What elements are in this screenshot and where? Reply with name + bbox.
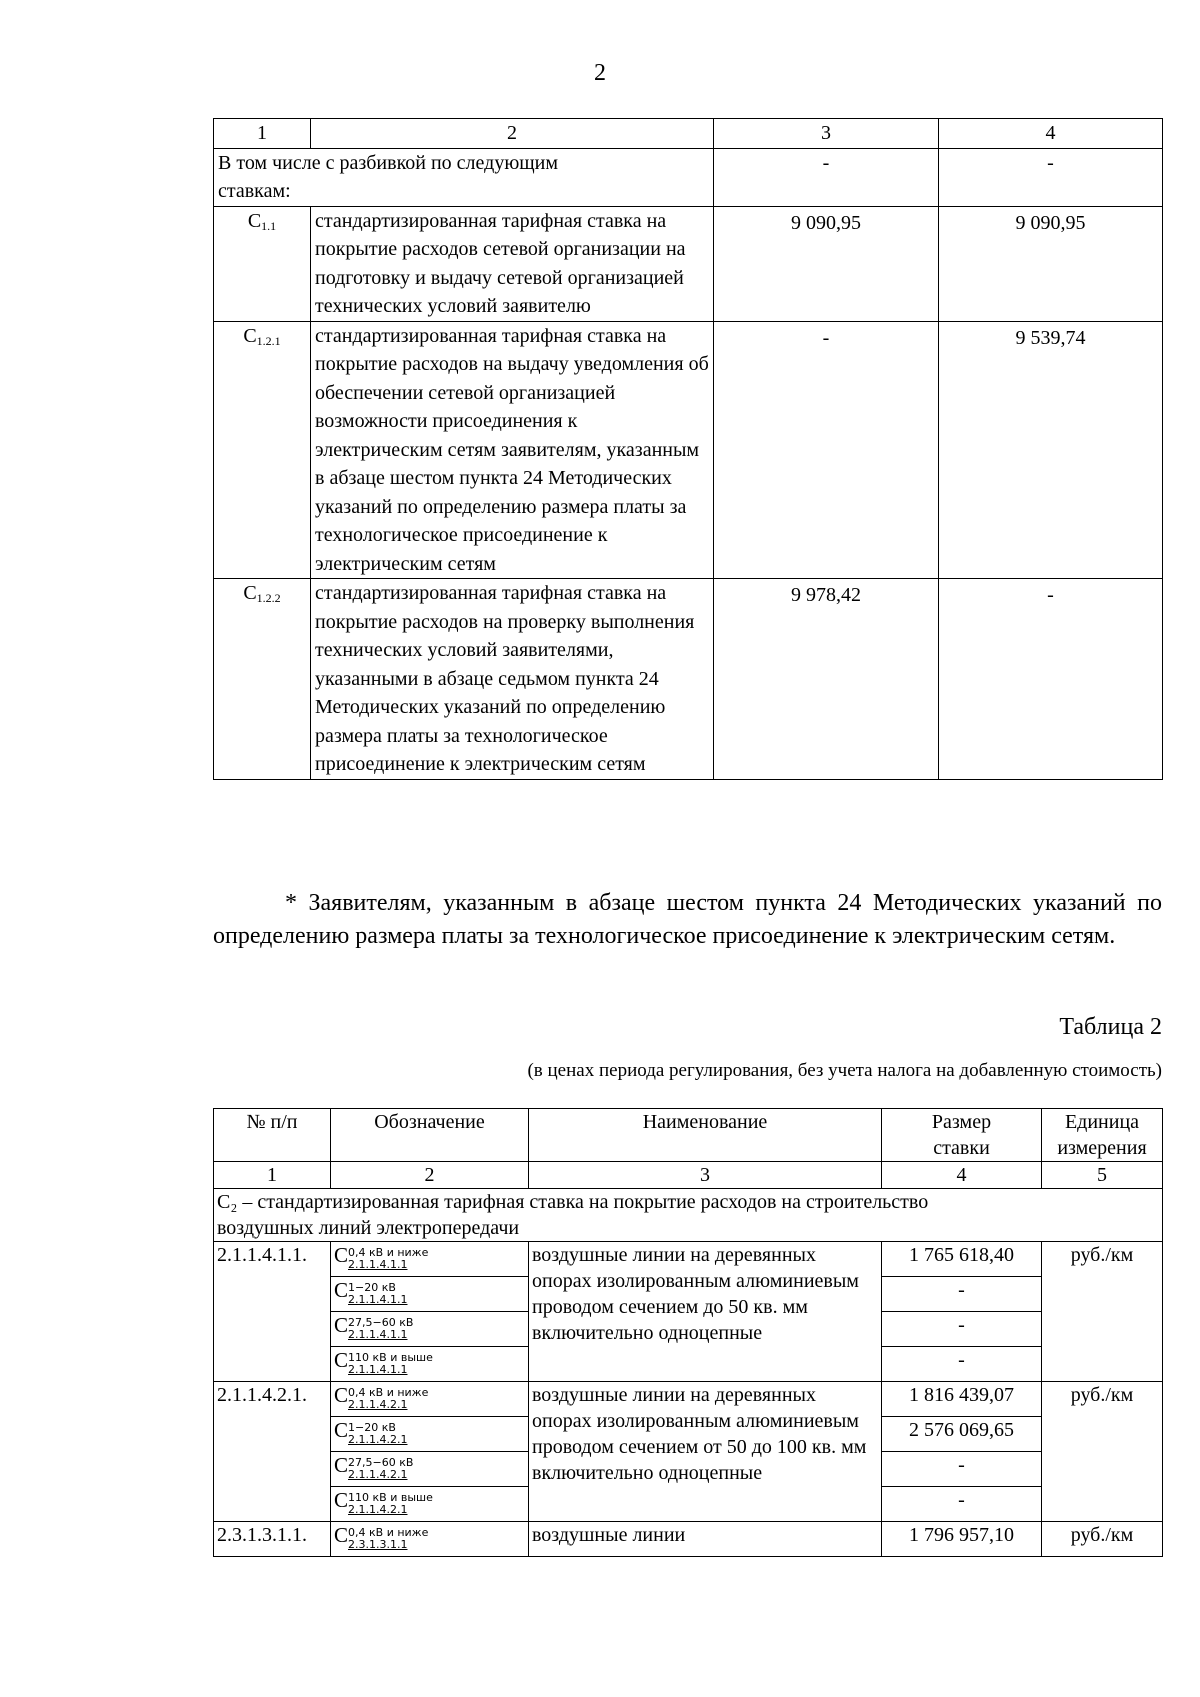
rate-symbol-letter: C (334, 1278, 349, 1302)
rate-symbol-letter: C (247, 209, 262, 232)
rate-value: - (882, 1452, 1042, 1487)
table1-intro-col3: - (714, 148, 939, 206)
rate-symbol-letter: C (334, 1418, 349, 1442)
index-subscript: 2.1.1.4.1.1 (348, 1258, 408, 1271)
table2-colnum: 5 (1042, 1162, 1163, 1189)
rate-symbol-letter: C (243, 324, 257, 347)
table-row (214, 206, 1163, 321)
rate-symbol (214, 206, 311, 321)
rate-symbol-letter: C (334, 1453, 349, 1477)
rate-designation (331, 1347, 529, 1382)
index-subscript: 2.1.1.4.2.1 (348, 1468, 408, 1481)
rate-name: стандартизированная тарифная ставка на покрытие расходов на проверку выполнения технических условий заявителями, указанными в абзаце седьмом пункта 24 Методических указаний по определению размера платы за технологическое присоединение к электрическим сетям (311, 579, 714, 780)
rate-designation (331, 1522, 529, 1557)
rate-symbol (334, 1278, 408, 1306)
voltage-superscript: 1−20 кВ (348, 1421, 396, 1434)
rate-value: 2 576 069,65 (882, 1417, 1042, 1452)
voltage-superscript: 110 кВ и выше (348, 1491, 433, 1504)
unit: руб./км (1042, 1242, 1163, 1382)
rate-symbol-subscript: 1.1 (261, 218, 277, 233)
table-row (214, 321, 1163, 579)
rate-symbol (214, 321, 311, 579)
rate-symbol (334, 1348, 433, 1376)
table-row (214, 579, 1163, 780)
rate-value: 1 816 439,07 (882, 1382, 1042, 1417)
table2-header-cell: Наименование (529, 1109, 882, 1162)
table2-colnum: 1 (214, 1162, 331, 1189)
rates-table-2 (213, 1108, 1163, 1557)
rate-value-col3: 9 090,95 (714, 206, 939, 321)
voltage-superscript: 27,5−60 кВ (348, 1316, 414, 1329)
rate-symbol (334, 1488, 433, 1516)
table1-header-cell: 4 (939, 119, 1163, 149)
table2-header-cell: № п/п (214, 1109, 331, 1162)
rate-symbol (334, 1243, 429, 1271)
rate-value: - (882, 1277, 1042, 1312)
index-subscript: 2.3.1.3.1.1 (348, 1538, 408, 1551)
item-name: воздушные линии (529, 1522, 882, 1557)
table2-colnum-row (214, 1162, 1163, 1189)
rate-symbol (334, 1313, 414, 1341)
item-name: воздушные линии на деревянных опорах изолированным алюминиевым проводом сечением до 50 кв. мм включительно одноцепные (529, 1242, 882, 1382)
rate-symbol-letter: C (334, 1523, 349, 1547)
item-number: 2.1.1.4.2.1. (214, 1382, 331, 1522)
voltage-superscript: 110 кВ и выше (348, 1351, 433, 1364)
table2-section-row (214, 1189, 1163, 1242)
rate-designation (331, 1382, 529, 1417)
table2-colnum: 2 (331, 1162, 529, 1189)
table1-header-cell: 2 (311, 119, 714, 149)
rate-value: - (882, 1487, 1042, 1522)
rate-designation (331, 1452, 529, 1487)
rate-value: 1 796 957,10 (882, 1522, 1042, 1557)
rate-symbol-letter: C (334, 1488, 349, 1512)
rates-table-1 (213, 118, 1163, 780)
table2-header-cell: Единица измерения (1042, 1109, 1163, 1162)
table2-header-cell: Размер ставки (882, 1109, 1042, 1162)
rate-designation (331, 1487, 529, 1522)
index-subscript: 2.1.1.4.2.1 (348, 1503, 408, 1516)
rate-value-col4: 9 090,95 (939, 206, 1163, 321)
table1-intro-text: В том числе с разбивкой по следующим ставкам: (214, 148, 714, 206)
unit: руб./км (1042, 1522, 1163, 1557)
unit: руб./км (1042, 1382, 1163, 1522)
table-row (214, 1242, 1163, 1277)
rate-symbol-letter: C (334, 1313, 349, 1337)
index-subscript: 2.1.1.4.2.1 (348, 1398, 408, 1411)
item-number: 2.3.1.3.1.1. (214, 1522, 331, 1557)
table2-header-row (214, 1109, 1163, 1162)
table2-subcaption: (в ценах периода регулирования, без учета налога на добавленную стоимость) (527, 1060, 1162, 1081)
voltage-superscript: 27,5−60 кВ (348, 1456, 414, 1469)
index-subscript: 2.1.1.4.1.1 (348, 1328, 408, 1341)
rate-symbol-letter: C (243, 582, 257, 604)
rate-designation (331, 1312, 529, 1347)
rate-symbol (334, 1383, 429, 1411)
rate-designation (331, 1242, 529, 1277)
table2-section-title: C₂ – стандартизированная тарифная ставка на покрытие расходов на строительство воздушных линий электропередачи (214, 1189, 1163, 1242)
table1-intro-row (214, 148, 1163, 206)
rate-symbol (214, 579, 311, 780)
voltage-superscript: 0,4 кВ и ниже (348, 1526, 429, 1539)
table2-caption: Таблица 2 (1059, 1014, 1162, 1040)
table-row (214, 1522, 1163, 1557)
rate-symbol-subscript: 1.2.1 (256, 333, 281, 348)
table1-header-cell: 1 (214, 119, 311, 149)
rate-value: 1 765 618,40 (882, 1242, 1042, 1277)
rate-value-col3: - (714, 321, 939, 579)
table1-header-cell: 3 (714, 119, 939, 149)
index-subscript: 2.1.1.4.1.1 (348, 1363, 408, 1376)
voltage-superscript: 0,4 кВ и ниже (348, 1386, 429, 1399)
voltage-superscript: 1−20 кВ (348, 1281, 396, 1294)
table-row (214, 1382, 1163, 1417)
rate-value-col4: - (939, 579, 1163, 780)
rate-symbol-letter: C (334, 1383, 349, 1407)
index-subscript: 2.1.1.4.2.1 (348, 1433, 408, 1446)
item-number: 2.1.1.4.1.1. (214, 1242, 331, 1382)
table1-header-row (214, 119, 1163, 149)
rate-designation (331, 1277, 529, 1312)
footnote: * Заявителям, указанным в абзаце шестом пункта 24 Методических указаний по определению размера платы за технологическое присоединение к электрическим сетям. (213, 890, 1162, 949)
item-name: воздушные линии на деревянных опорах изолированным алюминиевым проводом сечением от 50 до 100 кв. мм включительно одноцепные (529, 1382, 882, 1522)
rate-symbol (334, 1523, 429, 1551)
rate-symbol-letter: C (334, 1243, 349, 1267)
rate-value: - (882, 1347, 1042, 1382)
rate-value-col3: 9 978,42 (714, 579, 939, 780)
page-number: 2 (594, 60, 606, 86)
index-subscript: 2.1.1.4.1.1 (348, 1293, 408, 1306)
rate-name: стандартизированная тарифная ставка на покрытие расходов сетевой организации на подготовку и выдачу сетевой организацией технических условий заявителю (311, 206, 714, 321)
rate-symbol (334, 1453, 414, 1481)
rate-symbol (334, 1418, 408, 1446)
rate-name: стандартизированная тарифная ставка на покрытие расходов на выдачу уведомления об обеспечении сетевой организацией возможности присоединения к электрическим сетям заявителям, указанным в абзаце шестом пункта 24 Методических указаний по определению размера платы за технологическое присоединение к электрическим сетям (311, 321, 714, 579)
rate-designation (331, 1417, 529, 1452)
table2-colnum: 3 (529, 1162, 882, 1189)
rate-value: - (882, 1312, 1042, 1347)
rate-value-col4: 9 539,74 (939, 321, 1163, 579)
table2-colnum: 4 (882, 1162, 1042, 1189)
table1-intro-col4: - (939, 148, 1163, 206)
table2-header-cell: Обозначение (331, 1109, 529, 1162)
voltage-superscript: 0,4 кВ и ниже (348, 1246, 429, 1259)
rate-symbol-letter: C (334, 1348, 349, 1372)
rate-symbol-subscript: 1.2.2 (256, 591, 281, 605)
